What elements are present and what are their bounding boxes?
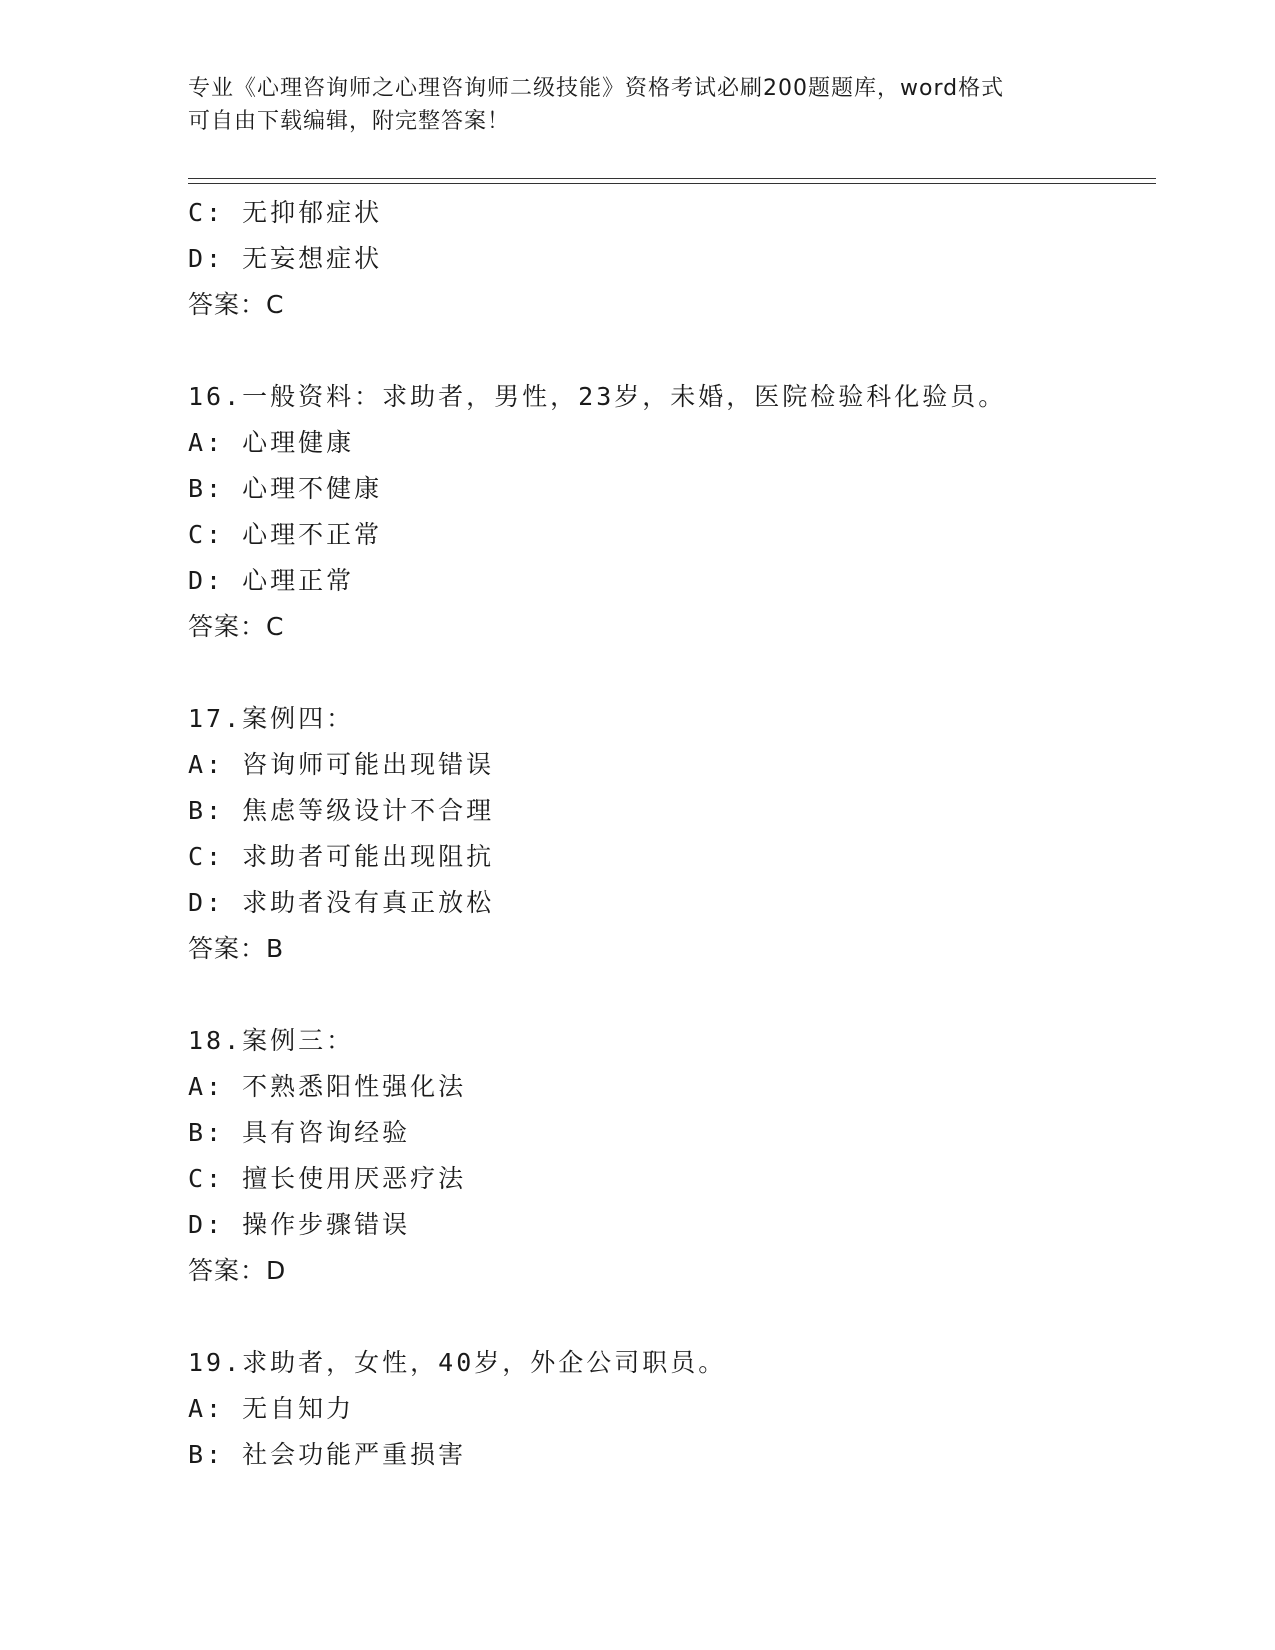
option-a: A: 咨询师可能出现错误 [188, 750, 495, 779]
question-stem: 19.求助者，女性，40岁，外企公司职员。 [188, 1348, 727, 1377]
option-d: D: 心理正常 [188, 566, 355, 595]
option-a: A: 心理健康 [188, 428, 355, 457]
option-b: B: 具有咨询经验 [188, 1118, 411, 1147]
option-d: D: 无妄想症状 [188, 244, 383, 273]
option-c: C: 擅长使用厌恶疗法 [188, 1164, 467, 1193]
option-d: D: 操作步骤错误 [188, 1210, 411, 1239]
question-stem: 17.案例四： [188, 704, 355, 733]
question-stem: 16.一般资料：求助者，男性，23岁，未婚，医院检验科化验员。 [188, 382, 1007, 411]
document-header [188, 72, 1088, 138]
option-a: A: 无自知力 [188, 1394, 355, 1423]
answer-label: 答案：B [188, 934, 285, 963]
answer-label: 答案：C [188, 612, 285, 641]
option-c: C: 无抑郁症状 [188, 198, 383, 227]
option-d: D: 求助者没有真正放松 [188, 888, 495, 917]
option-c: C: 求助者可能出现阻抗 [188, 842, 495, 871]
option-c: C: 心理不正常 [188, 520, 383, 549]
header-divider-top [188, 178, 1156, 179]
header-line-1: 专业《心理咨询师之心理咨询师二级技能》资格考试必刷200题题库，word格式 [188, 76, 1005, 101]
option-a: A: 不熟悉阳性强化法 [188, 1072, 467, 1101]
option-b: B: 焦虑等级设计不合理 [188, 796, 495, 825]
option-b: B: 心理不健康 [188, 474, 383, 503]
question-list [188, 190, 1156, 1478]
header-line-2: 可自由下载编辑，附完整答案！ [188, 109, 511, 134]
answer-label: 答案：C [188, 290, 285, 319]
header-divider-bottom [188, 183, 1156, 184]
answer-label: 答案：D [188, 1256, 287, 1285]
option-b: B: 社会功能严重损害 [188, 1440, 467, 1469]
question-stem: 18.案例三： [188, 1026, 355, 1055]
